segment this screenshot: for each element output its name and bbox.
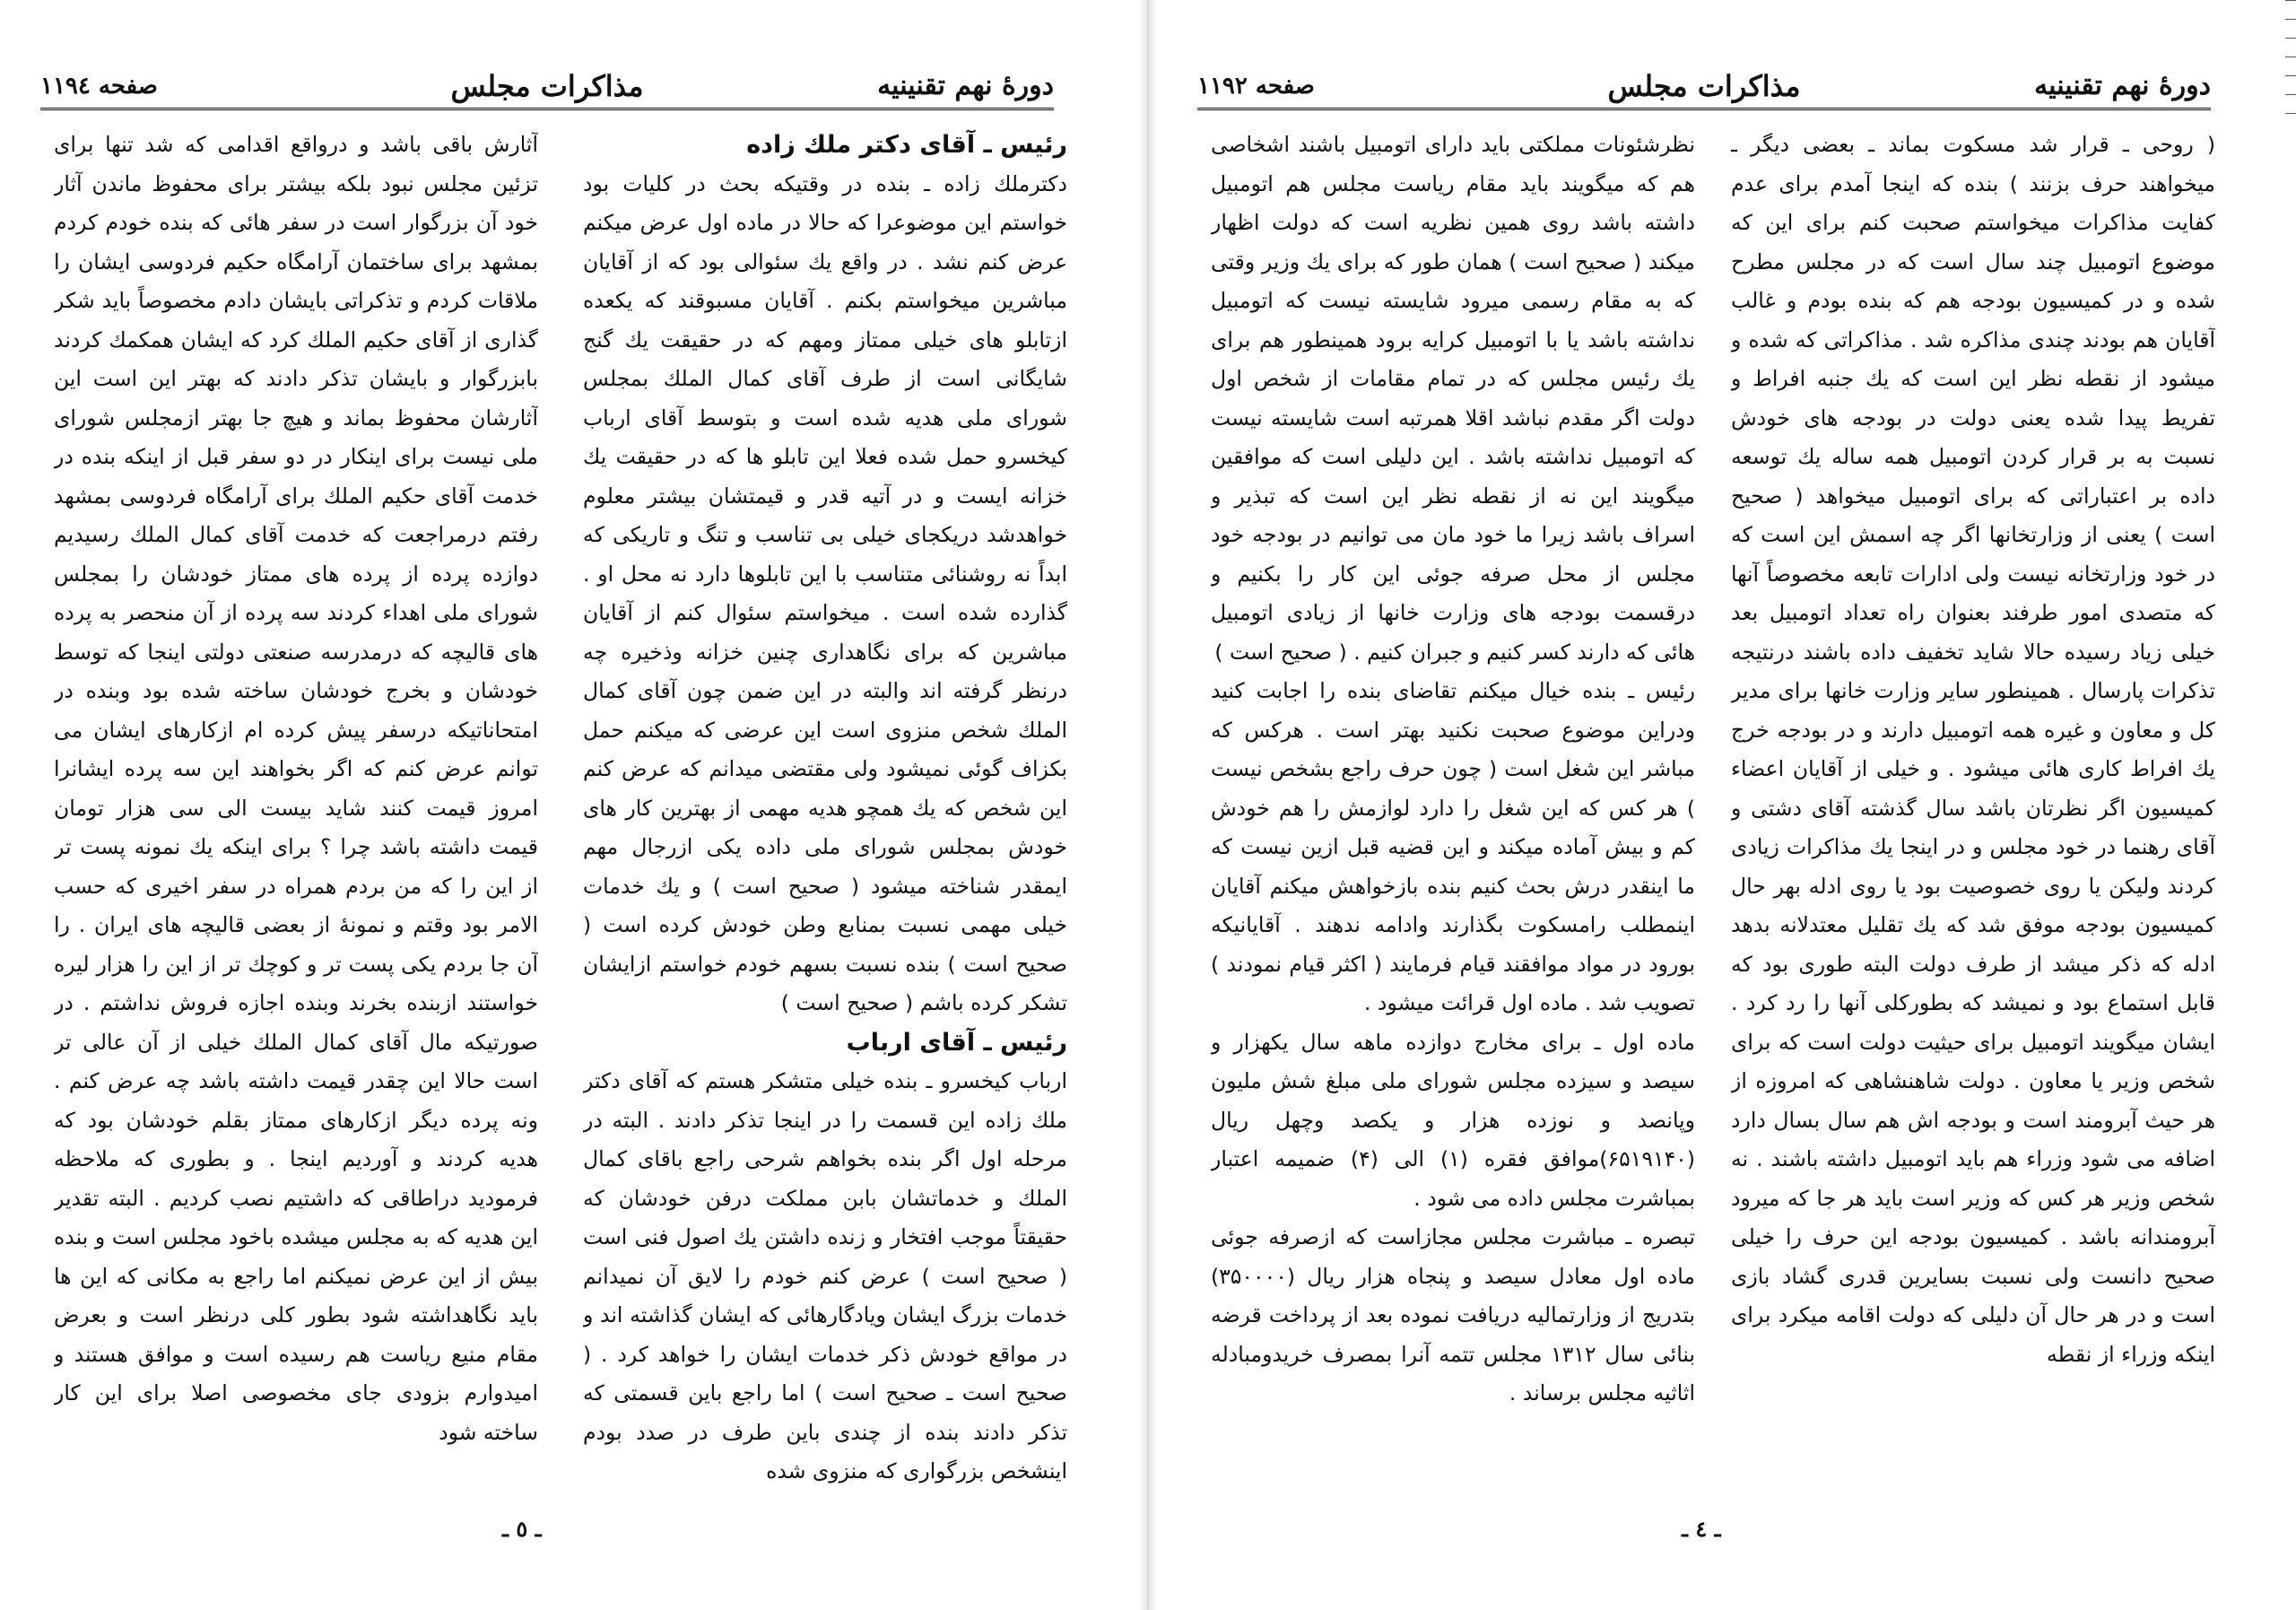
- paragraph: دکترملك زاده ـ بنده در وقتیکه بحث در کلیات بود خواستم این موضوعرا که حالا در ماده اول عرض میکنم عرض کنم نشد . در واقع یك سئوالی بود که از آقایان مباشرین میخواستم بکنم . آقایان مسبوقند که یکعده ازتابلو های خیلی ممتاز ومهم که در حقیقت یك گنج شایگانی است از طرف آقای کمال الملك بمجلس شورای ملی هدیه شده است و بتوسط آقای ارباب کیخسرو حمل شده فعلا این تابلو ها که در حقیقت یك خزانه ایست و در آتیه قدر و قیمتشان بیشتر معلوم خواهدشد دریکجای خیلی بی تناسب و تنگ و تاریکی که ابداً نه روشنائی متناسب با این تابلوها دارد نه محل او . گذارده شده است . میخواستم سئوال کنم از آقایان مباشرین که برای نگاهداری چنین خزانه وذخیره چه درنظر گرفته اند والبته در این ضمن چون آقای کمال الملك شخص منزوی است این عرضی که میکنم حمل بکزاف گوئی نمیشود ولی مقتضی میدانم که عرض کنم این شخص که یك همچو هدیه مهمی از بهترین کار های خودش بمجلس شورای ملی داده یکی ازرجال مهم ایمقدر شناخته میشود ( صحیح است ) و یك خدمات خیلی مهمی نسبت بمنابع وطن خودش کرده است ( صحیح است ) بنده نسبت بسهم خودم خواستم ازایشان تشکر کرده باشم ( صحیح است ): [583, 170, 1067, 1015]
- page-footer-number: ـ ٥ ـ: [502, 1516, 542, 1542]
- paragraph: آثارش باقی باشد و درواقع اقدامی که شد تنها برای تزئین مجلس نبود بلکه بیشتر برای محفوظ ماندن آثار خود آن بزرگوار است در سفر هائی که بنده خودم کردم بمشهد برای ساختمان آرامگاه حکیم فردوسی ایشان را ملاقات کردم و تذکراتی بایشان دادم مخصوصاً باید شکر گذاری از آقای حکیم الملك کرد که ایشان همکمك کردند بابزرگوار و بایشان تذکر دادند که بهتر این است این آثارشان محفوظ بماند و هیچ جا بهتر ازمجلس شورای ملی نیست برای اینکار در دو سفر قبل از اینکه بنده در خدمت آقای حکیم الملك برای آرامگاه فردوسی بمشهد رفتم درمراجعت که خدمت آقای کمال الملك رسیدیم دوازده پرده از پرده های ممتاز خودشان را بمجلس شورای ملی اهداء کردند سه پرده از آن منحصر به پرده های قالیچه که درمدرسه صنعتی دولتی اینجا که توسط خودشان و بخرج خودشان ساخته شده بود وبنده در امتحاناتیکه درسفر پیش کرده ام ازکارهای ایشان می توانم عرض کنم که اگر بخواهند این سه پرده ایشانرا امروز قیمت کنند شاید بیست الی سی هزار تومان قیمت داشته باشد چرا ؟ برای اینکه یك نمونه پست تر از این را که من بردم همراه در سفر اخیری که حسب الامر بود وقتم و نمونهٔ از بعضی قالیچه های ایران . را آن جا بردم یکی پست تر و کوچك تر از این را هزار لیره خواستند ازبنده بخرند وبنده اجازه فروش نداشتم . در صورتیکه مال آقای کمال الملك خیلی از آن عالی تر است حالا این چقدر قیمت داشته باشد چه عرض کنم . ونه پرده دیگر ازکارهای ممتاز بقلم خودشان بود که هدیه کردند و آوردیم اینجا . و بطوری که ملاحظه فرمودید دراطاقی که داشتیم نصب کردیم . البته تقدیر این هدیه که به مجلس میشده باخود مجلس است و بنده بیش از این عرض نمیکنم اما راجع به مکانی که این ها باید نگاهداشته شود بطور کلی درنظر است و بعرض مقام منیع ریاست هم رسیده است و موافق هستند و امیدوارم بزودی جای مخصوصی اصلا برای این کار ساخته شود: [54, 132, 538, 1445]
- right-page-header: [1197, 68, 2211, 110]
- right-page-right-column: [1731, 126, 2215, 1489]
- journal-title: دورهٔ نهم تقنینیه: [877, 70, 1054, 101]
- paragraph: ماده اول ـ برای مخارج دوازده ماهه سال یکهزار و سیصد و سیزده مجلس شورای ملی مبلغ شش ملیون وپانصد و نوزده هزار و یکصد وچهل ریال (۶۵۱۹۱۴۰)موافق فقره (۱) الی (۴) ضمیمه اعتبار بمباشرت مجلس داده می شود .: [1211, 1029, 1695, 1211]
- paragraph: رئیس ـ بنده خیال میکنم تقاضای بنده را اجابت کنید ودراین موضوع صحبت نکنید بهتر است . هرکس که مباشر این شغل است ( چون حرف راجع بشخص نیست ) هر کس که این شغل را دارد لوازمش را هم خودش کم و بیش آماده میکند و این قضیه قبل ازین نیست که ما اینقدر درش بحث کنیم بنده بازخواهش میکنم آقایان اینمطلب رامسکوت بگذارند وادامه ندهند . آقایانیکه بورود در مواد موافقند قیام فرمایند ( اکثر قیام نمودند ) تصویب شد . ماده اول قرائت میشود .: [1211, 678, 1695, 1015]
- paragraph: ( روحی ـ قرار شد مسکوت بماند ـ بعضی دیگر ـ میخواهند حرف بزنند ) بنده که اینجا آمدم برای عدم کفایت مذاکرات میخواستم صحبت کنم برای این که موضوع اتومبیل چند سال است که در مجلس مطرح شده و در کمیسیون بودجه هم که بنده بودم و غالب آقایان هم بودند چندی مذاکره شد . مذاکراتی که شده و میشود از نقطه نظر این است که یك جنبه افراط و تفریط پیدا شده یعنی دولت در بودجه های خودش نسبت به بر قرار کردن اتومبیل همه ساله یك توسعه داده بر اعتباراتی که برای اتومبیل میخواهد ( صحیح است ) یعنی از وزارتخانها اگر چه اسمش این است که در خود وزارتخانه نیست ولی ادارات تابعه مخصوصاً آنها که متصدی امور طرفند بعنوان راه تعداد اتومبیل بعد خیلی زیاد رسیده حالا شاید تخفیف داده باشند درنتیجه تذکرات پارسال . همینطور سایر وزارت خانها برای مدیر کل و معاون و غیره همه اتومبیل دارند و در بودجه خرج یك افراط کاری هائی میشود . و خیلی از آقایان اعضاء کمیسیون اگر نظرتان باشد سال گذشته آقای دشتی و آقای رهنما در خود مجلس و در اینجا یك مذاکرات زیادی کردند ولیکن یا روی خصوصیت بود یا روی ادله بهر حال کمیسیون بودجه موفق شد که یك تقلیل معتدلانه بدهد ادله که ذکر میشد از طرف دولت البته طوری بود که قابل استماع بود و نمیشد که بطورکلی آنها را رد کرد . ایشان میگویند اتومبیل برای حیثیت دولت است که برای شخص وزیر یا معاون . دولت شاهنشاهی که امروزه از هر حیث آبرومند است و بودجه اش هم سال بسال دارد اضافه می شود وزراء هم باید اتومبیل داشته باشند . نه شخص وزیر هر کس که وزیر است باید هر جا که میرود آبرومندانه باشد . کمیسیون بودجه این حرف را خیلی صحیح دانست ولی نسبت بسایرین قدری گشاد بازی است و در هر حال آن دلیلی که دولت اقامه میکرد برای اینکه وزراء از نقطه: [1731, 132, 2215, 1367]
- page-number: صفحه ۱۱۹٤: [40, 73, 158, 100]
- page-title: مذاکرات مجلس: [450, 69, 644, 103]
- left-page-left-column: [54, 126, 538, 1489]
- speaker-line: رئیس ـ آقای ارباب: [846, 1028, 1067, 1057]
- journal-title: دورهٔ نهم تقنینیه: [2034, 70, 2211, 101]
- speaker-line: رئیس ـ آقای دکتر ملك زاده: [746, 131, 1067, 159]
- paragraph: تبصره ـ مباشرت مجلس مجازاست که ازصرفه جوئی ماده اول معادل سیصد و پنجاه هزار ریال (۳۵۰۰۰۰) بتدریج از وزارتمالیه دریافت نموده بعد از پرداخت قرضه بنائی سال ۱۳۱۲ مجلس تتمه آنرا بمصرف خریدومبادله اثاثیه مجلس برساند .: [1211, 1224, 1695, 1405]
- page-number: صفحه ۱۱۹۲: [1197, 73, 1315, 100]
- left-page-header: [40, 68, 1054, 110]
- left-page-right-column: [583, 126, 1067, 1489]
- right-page: [1148, 0, 2296, 1610]
- paragraph: ارباب کیخسرو ـ بنده خیلی متشکر هستم که آقای دکتر ملك زاده این قسمت را در اینجا تذکر دادند . البته در مرحله اول اگر بنده بخواهم شرحی راجع باقای کمال الملك و خدماتشان بابن مملکت درفن خودشان که حقیقتاً موجب افتخار و زنده داشتن یك اصول فنی است ( صحیح است ) عرض کنم خودم را لایق آن نمیدانم خدمات بزرگ ایشان ویادگارهائی که ایشان گذاشته اند و در مواقع خودش ذکر خدمات ایشان را خواهد کرد . ( صحیح است ـ صحیح است ) اما راجع باین قسمتی که تذکر دادند بنده از چندی باین طرف در صدد بودم اینشخص بزرگواری که منزوی شده: [583, 1068, 1067, 1484]
- right-page-left-column: [1211, 126, 1695, 1489]
- page-title: مذاکرات مجلس: [1607, 69, 1801, 103]
- page-footer-number: ـ ٤ ـ: [1682, 1516, 1721, 1542]
- paragraph: نظرشئونات مملکتی باید دارای اتومبیل باشند اشخاصی هم که میگویند باید مقام ریاست مجلس هم اتومبیل داشته باشد روی همین نظریه است که دولت اظهار میکند ( صحیح است ) همان طور که برای یك وزیر وقتی که به مقام رسمی میرود شایسته نیست که اتومبیل نداشته باشد یا با اتومبیل کرایه برود همینطور هم برای یك رئیس مجلس که در تمام مقامات از شخص اول دولت اگر مقدم نباشد اقلا همرتبه است شایسته نیست که اتومبیل نداشته باشد . این دلیلی است که موافقین میگویند این نه از نقطه نظر این است که تبذیر و اسراف باشد زیرا ما خود مان می توانیم در بودجه خود مجلس از محل صرفه جوئی این کار را بکنیم و درقسمت بودجه های وزارت خانها از زیادی اتومبیل هائی که دارند کسر کنیم و جبران کنیم . ( صحیح است ): [1211, 132, 1695, 665]
